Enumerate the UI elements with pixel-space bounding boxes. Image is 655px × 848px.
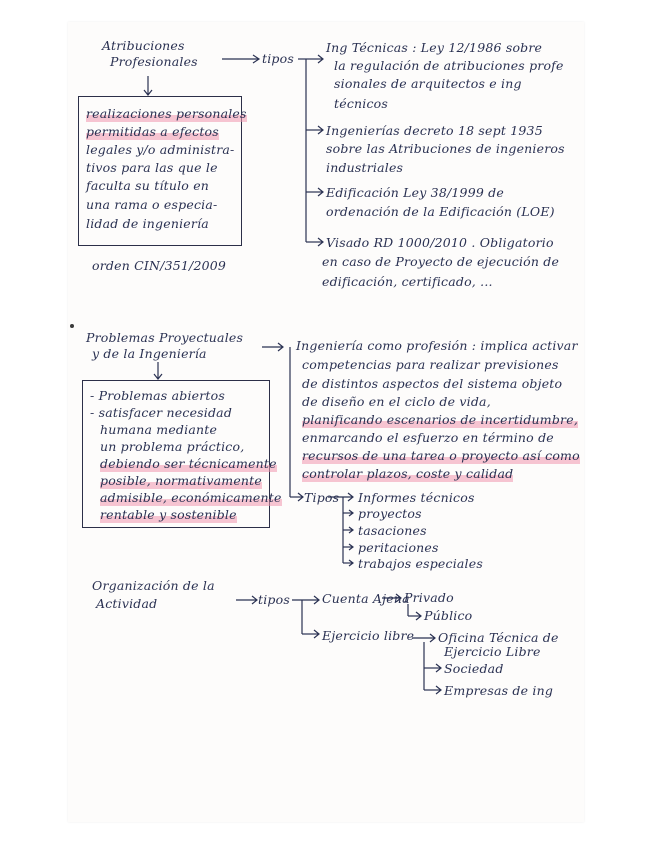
definition-line: legales y/o administra- xyxy=(86,142,235,157)
organizacion-title-line2: Actividad xyxy=(96,596,158,611)
edificacion-line: ordenación de la Edificación (LOE) xyxy=(326,204,555,219)
ink-dot xyxy=(70,324,74,328)
definition-line: lidad de ingeniería xyxy=(86,216,209,231)
empresas-de-ing: Empresas de ing xyxy=(444,683,554,698)
problemas-box-line: un problema práctico, xyxy=(100,439,245,454)
problemas-box-line: posible, normativamente xyxy=(100,473,262,488)
problemas-title-line2: y de la Ingeniería xyxy=(92,346,207,361)
tipos-label-2: Tipos xyxy=(304,490,340,505)
ingenierias-line: Ingenierías decreto 18 sept 1935 xyxy=(326,123,543,138)
tipos-item: trabajos especiales xyxy=(358,556,483,571)
tipos-item: peritaciones xyxy=(358,540,439,555)
ingenieria-desc-line: Ingeniería como profesión : implica activar xyxy=(296,338,578,353)
problemas-box-line: rentable y sostenible xyxy=(100,507,237,522)
orden-reference: orden CIN/351/2009 xyxy=(92,258,227,273)
problemas-box-line: admisible, económicamente xyxy=(100,490,282,505)
ingenieria-desc-line: recursos de una tarea o proyecto así como xyxy=(302,448,580,463)
ingenieria-desc-line: planificando escenarios de incertidumbre, xyxy=(302,412,578,427)
oficina-tecnica-line2: Ejercicio Libre xyxy=(444,644,541,659)
tipos-label-1: tipos xyxy=(262,51,294,66)
ingenieria-desc-line: competencias para realizar previsiones xyxy=(302,357,559,372)
atribuciones-title-line1: Atribuciones xyxy=(102,38,185,53)
definition-line: una rama o especia- xyxy=(86,197,218,212)
problemas-title-line1: Problemas Proyectuales xyxy=(86,330,244,345)
ing-tecnicas-line: sionales de arquitectos e ing xyxy=(334,76,522,91)
visado-line: Visado RD 1000/2010 . Obligatorio xyxy=(326,235,554,250)
atribuciones-title-line2: Profesionales xyxy=(110,54,198,69)
ingenieria-desc-line: de diseño en el ciclo de vida, xyxy=(302,394,491,409)
ejercicio-libre: Ejercicio libre xyxy=(322,628,415,643)
cuenta-ajena: Cuenta Ajena xyxy=(322,591,410,606)
ing-tecnicas-line: Ing Técnicas : Ley 12/1986 sobre xyxy=(326,40,543,55)
edificacion-line: Edificación Ley 38/1999 de xyxy=(326,185,504,200)
problemas-box-line: - Problemas abiertos xyxy=(90,388,225,403)
tipos-label-3: tipos xyxy=(258,592,290,607)
definition-line: faculta su título en xyxy=(86,178,210,193)
definition-line: realizaciones personales xyxy=(86,106,247,121)
ingenierias-line: industriales xyxy=(326,160,404,175)
tipos-item: proyectos xyxy=(358,506,422,521)
ingenieria-desc-line: controlar plazos, coste y calidad xyxy=(302,466,514,481)
visado-line: en caso de Proyecto de ejecución de xyxy=(322,254,560,269)
problemas-box-line: debiendo ser técnicamente xyxy=(100,456,277,471)
ingenieria-desc-line: enmarcando el esfuerzo en término de xyxy=(302,430,554,445)
tipos-item: tasaciones xyxy=(358,523,427,538)
organizacion-title-line1: Organización de la xyxy=(92,578,215,593)
ing-tecnicas-line: la regulación de atribuciones profe xyxy=(334,58,564,73)
definition-line: permitidas a efectos xyxy=(86,124,219,139)
problemas-box-line: humana mediante xyxy=(100,422,218,437)
ingenieria-desc-line: de distintos aspectos del sistema objeto xyxy=(302,376,563,391)
ingenierias-line: sobre las Atribuciones de ingenieros xyxy=(326,141,565,156)
tipos-item: Informes técnicos xyxy=(358,490,475,505)
problemas-box-line: - satisfacer necesidad xyxy=(90,405,233,420)
oficina-tecnica-line1: Oficina Técnica de xyxy=(438,630,559,645)
visado-line: edificación, certificado, ... xyxy=(322,274,493,289)
ing-tecnicas-line: técnicos xyxy=(334,96,389,111)
sociedad: Sociedad xyxy=(444,661,504,676)
definition-line: tivos para las que le xyxy=(86,160,218,175)
publico: Público xyxy=(424,608,473,623)
privado: Privado xyxy=(404,590,454,605)
